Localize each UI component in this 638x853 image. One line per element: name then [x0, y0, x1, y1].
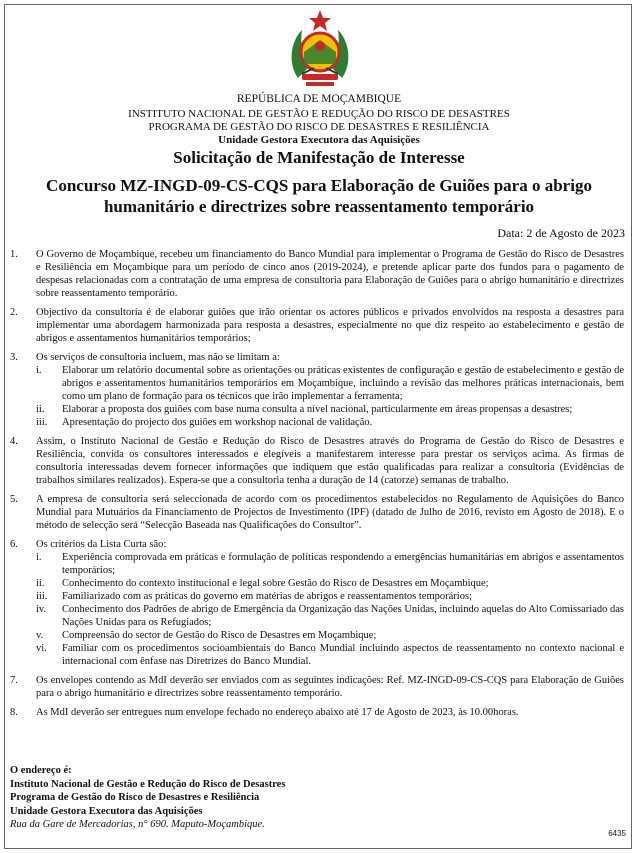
- item-number: 4.: [10, 436, 18, 447]
- roman-numeral: i.: [36, 365, 42, 376]
- criteria-text: Compreensão do sector de Gestão do Risco de Desastres em Moçambique;: [62, 630, 377, 641]
- services-intro: Os serviços de consultoria incluem, mas não se limitam a:: [36, 352, 280, 363]
- criteria-text: Experiência comprovada em práticas e formulação de políticas respondendo a emergências humanitárias em abrigos e assentamentos temporários;: [62, 552, 624, 576]
- address-unit: Unidade Gestora Executora das Aquisições: [10, 805, 203, 817]
- criteria-text: Familiarizado com as práticas do governo em matérias de abrigos e reassentamentos temporários;: [62, 591, 472, 602]
- criteria-item: [36, 603, 624, 629]
- item-number: 6.: [10, 539, 18, 550]
- criteria-text: Conhecimento dos Padrões de abrigo de Emergência da Organização das Nações Unidas, incluindo aquelas do Alto Comissariado das Nações Unidas para os Refugiados;: [62, 604, 624, 628]
- item-text: O Governo de Moçambique, recebeu um financiamento do Banco Mundial para implementar o Programa de Gestão do Risco de Desastres e Resiliência em Moçambique para um período de cinco anos (2019-2024), e pretende aplicar parte dos fundos para o pagamento de despesas relacionadas com a contratação de uma empresa de consultoria para Elaboração de Guiões para o abrigo humanitário e directrizes sobre reassentamento temporário.: [36, 249, 624, 299]
- paragraph-5: [10, 493, 624, 532]
- address-street: Rua da Gare de Mercadorias, n° 690. Maputo-Moçambique.: [10, 819, 265, 830]
- item-number: 2.: [10, 307, 18, 318]
- roman-numeral: ii.: [36, 578, 45, 589]
- service-item: [36, 416, 624, 429]
- roman-numeral: iv.: [36, 604, 47, 615]
- item-text: Objectivo da consultoria é de elaborar guiões que irão orientar os actores públicos e privados envolvidos na resposta a desastres para implementar uma abordagem harmonizada para resposta a desastres, especialmente no que diz respeito ao estabelecimento e gestão de abrigos e assentamentos humanitários temporários;: [36, 307, 624, 344]
- item-text: A empresa de consultoria será seleccionada de acordo com os procedimentos estabelecidos no Regulamento de Aquisições do Banco Mundial para Mutuários da Financiamento de Projectos de Investimento (IPF) (datado de Julho de 2016, revisto em Agosto de 2018). E o método de selecção será “Selecção Baseada nas Qualificações do Consultor”.: [36, 494, 624, 531]
- service-item: [36, 403, 624, 416]
- address-block: [10, 764, 285, 832]
- paragraph-2: [10, 306, 624, 345]
- service-text: Elaborar a proposta dos guiões com base numa consulta a nível nacional, particularmente em áreas propensas a desastres;: [62, 404, 573, 415]
- notice-title: Solicitação de Manifestação de Interesse: [173, 148, 465, 167]
- service-item: [36, 364, 624, 403]
- item-number: 8.: [10, 707, 18, 718]
- item-text: Os envelopes contendo as MdI deverão ser enviados com as seguintes indicações: Ref. MZ-INGD-09-CS-CQS para Elaboração de Guiões para o abrigo humanitário e directrizes sobre reassentamento temporário.: [36, 675, 624, 699]
- paragraph-4: [10, 435, 624, 487]
- criteria-intro: Os critérios da Lista Curta são:: [36, 539, 167, 550]
- roman-numeral: ii.: [36, 404, 45, 415]
- criteria-item: [36, 642, 624, 668]
- criteria-item: [36, 577, 624, 590]
- notice-date: Data: 2 de Agosto de 2023: [497, 226, 625, 240]
- criteria-item: [36, 629, 624, 642]
- criteria-text: Familiar com os procedimentos socioambientais do Banco Mundial incluindo aspectos de reassentamento no contexto nacional e internacional com ênfase nas Diretrizes do Banco Mundial.: [62, 643, 624, 667]
- item-text: Assim, o Instituto Nacional de Gestão e Redução do Risco de Desastres através do Programa de Gestão do Risco de Desastres e Resiliência, convida os consultores interessados e elegíveis a manifestarem interesse para prestar os serviços acima. As firmas de consultoria interessadas devem fornecer informações que indiquem que estão qualificadas para realizar a consultoria (Evidências de trabalhos similares realizados). Espera-se que a consultoria tenha a duração de 14 (catorze) semanas de trabalho.: [36, 436, 624, 486]
- item-number: 7.: [10, 675, 18, 686]
- address-program: Programa de Gestão do Risco de Desastres e Resiliência: [10, 792, 260, 803]
- criteria-item: [36, 551, 624, 577]
- unit-name: Unidade Gestora Executora das Aquisições: [218, 134, 420, 146]
- service-text: Elaborar um relatório documental sobre as orientações ou práticas existentes de configuração e gestão de estabelecimento e gestão de abrigos e assentamentos humanitários temporários em Moçambique, incluindo a revisão das melhores práticas internacionais, bem como um plano de formação para os técnicos que irão implementar a ferramenta;: [62, 365, 624, 402]
- mozambique-coat-of-arms-icon: [284, 8, 356, 90]
- country-name: REPÚBLICA DE MOÇAMBIQUE: [236, 93, 402, 105]
- notice-subtitle: [0, 175, 638, 217]
- address-intro: O endereço é:: [10, 765, 72, 776]
- institute-name: [0, 108, 638, 133]
- item-number: 3.: [10, 352, 18, 363]
- roman-numeral: iii.: [36, 417, 48, 428]
- item-text: As MdI deverão ser entregues num envelope fechado no endereço abaixo até 17 de Agosto de 2023, às 10.00horas.: [36, 707, 519, 718]
- roman-numeral: v.: [36, 630, 44, 641]
- ad-code: 6435: [608, 829, 626, 838]
- address-institute: Instituto Nacional de Gestão e Redução do Risco de Desastres: [10, 778, 286, 790]
- paragraph-8: [10, 706, 624, 719]
- paragraph-1: [10, 248, 624, 300]
- item-number: 5.: [10, 494, 18, 505]
- paragraph-3: [10, 351, 624, 429]
- institute-line: INSTITUTO NACIONAL DE GESTÃO E REDUÇÃO DO RISCO DE DESASTRES: [128, 108, 510, 120]
- roman-numeral: iii.: [36, 591, 48, 602]
- roman-numeral: vi.: [36, 643, 47, 654]
- item-text: [36, 351, 624, 429]
- roman-numeral: i.: [36, 552, 42, 563]
- paragraph-6: [10, 538, 624, 668]
- item-number: 1.: [10, 249, 18, 260]
- criteria-text: Conhecimento do contexto institucional e legal sobre Gestão do Risco de Desastres em Moçambique;: [62, 578, 489, 589]
- item-text: [36, 538, 624, 668]
- program-line: PROGRAMA DE GESTÃO DO RISCO DE DESASTRES E RESILIÊNCIA: [148, 120, 490, 133]
- subtitle-line-1: Concurso MZ-INGD-09-CS-CQS para Elaboração de Guiões para o abrigo: [46, 176, 592, 195]
- subtitle-line-2: humanitário e directrizes sobre reassentamento temporário: [103, 197, 535, 216]
- service-text: Apresentação do projecto dos guiões em workshop nacional de validação.: [62, 417, 373, 428]
- criteria-item: [36, 590, 624, 603]
- paragraph-7: [10, 674, 624, 700]
- notice-body: [10, 248, 624, 725]
